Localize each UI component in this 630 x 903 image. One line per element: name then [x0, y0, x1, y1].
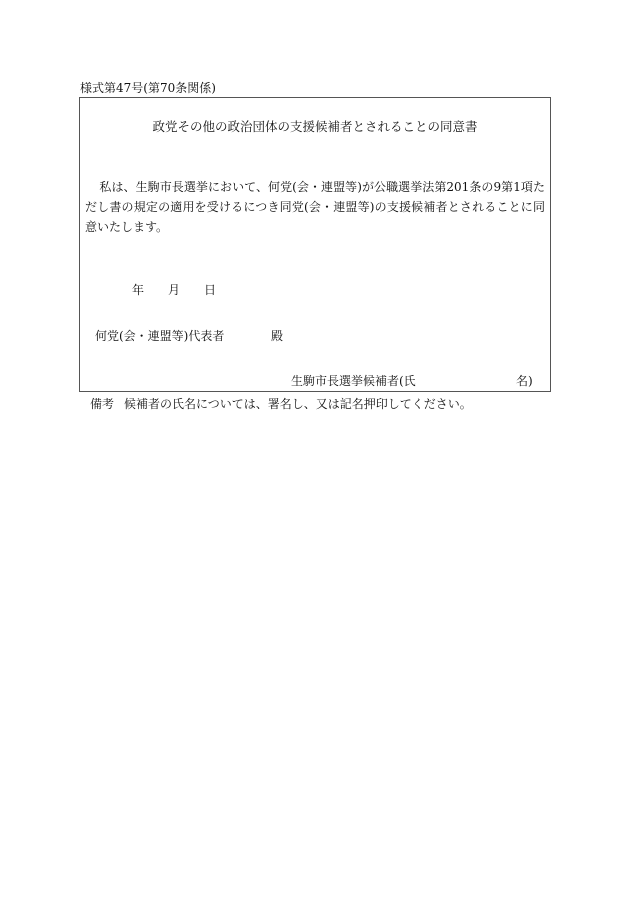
remarks-label: 備考 [90, 397, 115, 411]
date-day-label: 日 [204, 283, 217, 297]
date-line [132, 283, 216, 297]
addressee-honorific: 殿 [271, 329, 284, 343]
date-year-label: 年 [132, 283, 145, 297]
document-title: 政党その他の政治団体の支援候補者とされることの同意書 [152, 119, 478, 134]
candidate-signature-label: 生駒市長選挙候補者(氏 [291, 374, 416, 388]
candidate-signature-close: 名) [516, 374, 533, 388]
addressee-representative: 何党(会・連盟等)代表者 [95, 329, 225, 343]
remarks-note [90, 397, 472, 411]
consent-statement: 私は、生駒市長選挙において、何党(会・連盟等)が公職選挙法第201条の9第1項ただし書の規定の適用を受けるにつき同党(会・連盟等)の支援候補者とされることに同意いたします。 [85, 180, 545, 234]
consent-form-box [79, 97, 551, 392]
form-number: 様式第47号(第70条関係) [80, 81, 216, 95]
date-month-label: 月 [168, 283, 181, 297]
remarks-text: 候補者の氏名については、署名し、又は記名押印してください。 [124, 397, 472, 411]
